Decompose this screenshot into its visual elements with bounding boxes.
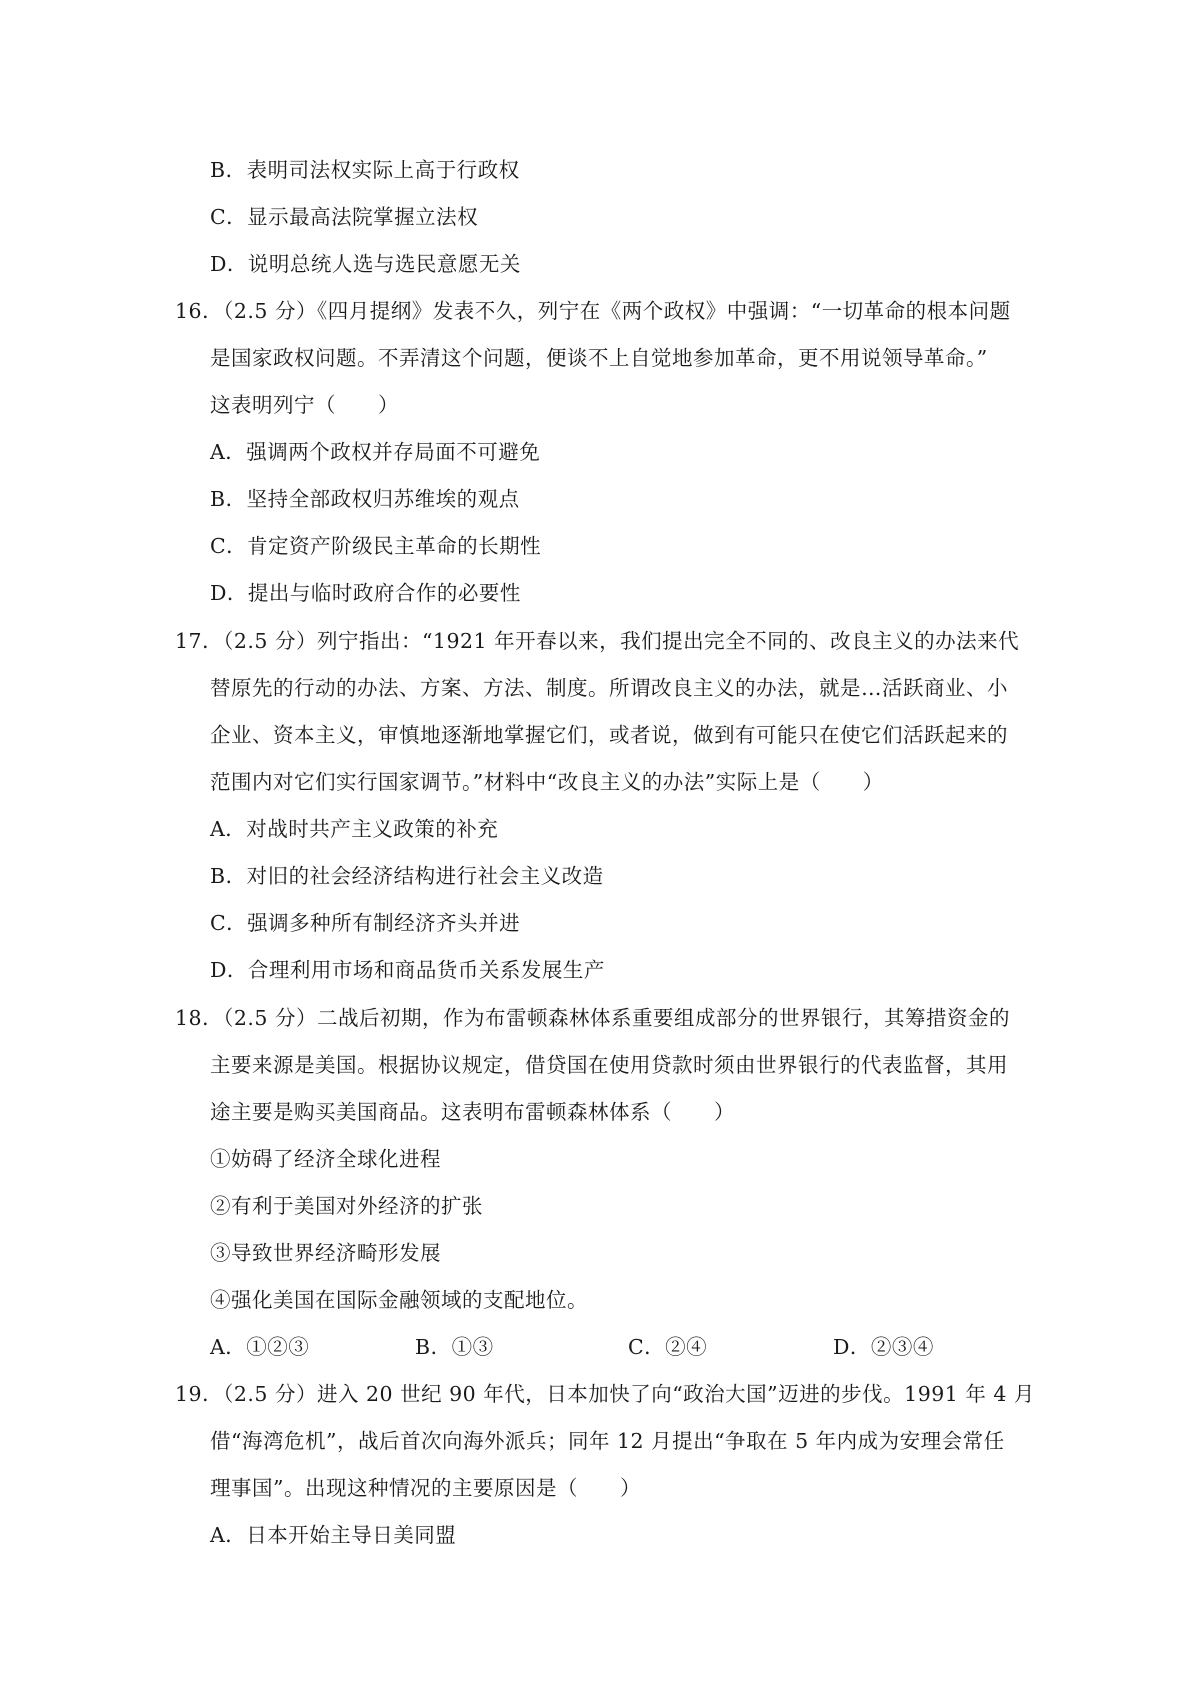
q17-option-c: C．强调多种所有制经济齐头并进 [210,911,521,935]
q17-stem-line-4: 范围内对它们实行国家调节。”材料中“改良主义的办法”实际上是（ ） [210,770,884,794]
q17-stem-line-2: 替原先的行动的办法、方案、方法、制度。所谓改良主义的办法，就是…活跃商业、小 [210,676,1008,700]
q18-statement-2: ②有利于美国对外经济的扩张 [210,1194,483,1218]
q19-stem-line-1: 19．（2.5 分）进入 20 世纪 90 年代，日本加快了向“政治大国”迈进的步伐。1991 年 4 月 [175,1382,1035,1406]
q18-statement-1: ①妨碍了经济全球化进程 [210,1147,441,1171]
q17-stem-line-3: 企业、资本主义，审慎地逐渐地掌握它们，或者说，做到有可能只在使它们活跃起来的 [210,723,1008,747]
q18-stem-line-1: 18．（2.5 分）二战后初期，作为布雷顿森林体系重要组成部分的世界银行，其筹措资金的 [175,1006,1010,1030]
q18-options-row [210,1333,970,1361]
q18-option-b: B．①③ [415,1335,494,1359]
q16-stem-line-1: 16．（2.5 分）《四月提纲》发表不久，列宁在《两个政权》中强调：“一切革命的根本问题 [175,299,1011,323]
q16-option-c: C．肯定资产阶级民主革命的长期性 [210,534,542,558]
q16-option-d: D．提出与临时政府合作的必要性 [210,581,521,605]
q18-option-c: C．②④ [628,1335,708,1359]
q17-option-a: A．对战时共产主义政策的补充 [210,817,499,841]
q18-option-d: D．②③④ [833,1335,934,1359]
q18-stem-line-2: 主要来源是美国。根据协议规定，借贷国在使用贷款时须由世界银行的代表监督，其用 [210,1053,1008,1077]
q16-option-b: B．坚持全部政权归苏维埃的观点 [210,487,520,511]
q16-stem-line-2: 是国家政权问题。不弄清这个问题，便谈不上自觉地参加革命，更不用说领导革命。” [210,346,988,370]
q16-stem-line-3: 这表明列宁（ ） [210,393,399,417]
q17-option-d: D．合理利用市场和商品货币关系发展生产 [210,958,605,982]
q15-option-b: B．表明司法权实际上高于行政权 [210,158,520,182]
q17-option-b: B．对旧的社会经济结构进行社会主义改造 [210,864,604,888]
q18-statement-4: ④强化美国在国际金融领域的支配地位。 [210,1288,588,1312]
q19-stem-line-3: 理事国”。出现这种情况的主要原因是（ ） [210,1476,641,1500]
q18-stem-line-3: 途主要是购买美国商品。这表明布雷顿森林体系（ ） [210,1100,735,1124]
q17-stem-line-1: 17．（2.5 分）列宁指出：“1921 年开春以来，我们提出完全不同的、改良主义的办法来代 [175,629,1020,653]
q15-option-c: C．显示最高法院掌握立法权 [210,205,479,229]
q18-option-a: A．①②③ [210,1335,310,1359]
q18-statement-3: ③导致世界经济畸形发展 [210,1241,441,1265]
q19-option-a: A．日本开始主导日美同盟 [210,1523,457,1547]
q15-option-d: D．说明总统人选与选民意愿无关 [210,252,521,276]
q16-option-a: A．强调两个政权并存局面不可避免 [210,440,541,464]
q19-stem-line-2: 借“海湾危机”，战后首次向海外派兵；同年 12 月提出“争取在 5 年内成为安理会常任 [210,1429,1005,1453]
